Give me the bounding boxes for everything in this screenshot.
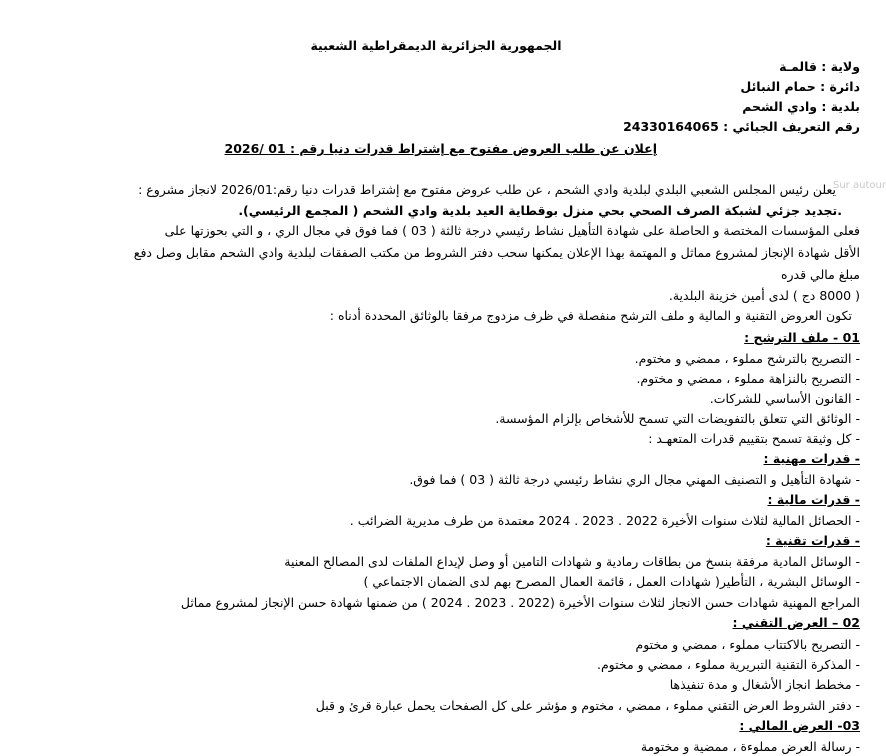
daira-line: دائرة : حمام النبائل (740, 79, 860, 94)
body-line-3: فعلى المؤسسات المختصة و الحاصلة على شهادة التأهيل نشاط رئيسي درجة ثالثة ( 03 ) فما فوق في مجال الري ، و التي بحوزتها على (164, 223, 860, 238)
list-item: - مخطط انجاز الأشغال و مدة تنفيذها (669, 677, 860, 692)
envelope-line: تكون العروض التقنية و المالية و ملف الترشح منفصلة في ظرف مزدوج مرفقا بالوثائق المحددة أدناه : (329, 308, 852, 323)
list-item: - دفتر الشروط العرض التقني مملوء ، ممضي ، مختوم و مؤشر على كل الصفحات يحمل عبارة قرئ و قبل (315, 698, 860, 713)
list-item: - المذكرة التقنية التبريرية مملوء ، ممضي و مختوم. (596, 657, 860, 672)
republic-heading: الجمهورية الجزائرية الديمقراطية الشعبية (310, 38, 562, 53)
list-item: - الوسائل البشرية ، التأطير( شهادات العمل ، قائمة العمال المصرح بهم لدى الضمان الاجتماعي ) (363, 574, 860, 589)
list-item: - رسالة العرض مملوءة ، ممضية و مختومة (640, 739, 860, 754)
list-item: - كل وثيقة تسمح بتقييم قدرات المتعهـد : (648, 431, 860, 446)
list-item: المراجع المهنية شهادات حسن الانجاز لثلاث سنوات الأخيرة (2022 . 2023 . 2024 ) من ضمنها شهادة حسن الإنجاز لمشروع مماثل (180, 595, 860, 610)
wilaya-line: ولاية : قالمـة (779, 59, 860, 74)
commune-line: بلدية : وادي الشحم (742, 99, 860, 114)
body-line-5: مبلغ مالي قدره (780, 267, 860, 282)
list-item: - شهادة التأهيل و التصنيف المهني مجال الري نشاط رئيسي درجة ثالثة ( 03 ) فما فوق. (409, 472, 860, 487)
technical-offer-title: 02 – العرض التقني : (732, 615, 860, 630)
list-item: - الحصائل المالية لثلاث سنوات الأخيرة 2022 . 2023 . 2024 معتمدة من طرف مديرية الضرائب . (349, 513, 860, 528)
faded-watermark-text: Sur autour (833, 180, 886, 191)
list-item: - التصريح بالاكتتاب مملوء ، ممضي و مختوم (635, 637, 860, 652)
financial-offer-title: 03- العرض المالي : (739, 718, 860, 733)
body-line-1: يعلن رئيس المجلس الشعبي البلدي لبلدية وادي الشحم ، عن طلب عروض مفتوح مع إشتراط قدرات دنيا رقم:2026/01 لانجاز مشروع : (138, 182, 836, 197)
technical-capacities-title: - قدرات تقنية : (765, 533, 860, 548)
tax-id-line: رقم التعريف الجبائي : 24330164065 (623, 119, 860, 134)
project-title-line: .تجديد جزئي لشبكة الصرف الصحي بحي منزل بوقطاية العيد بلدية وادي الشحم ( المجمع الرئيسي). (238, 203, 842, 218)
body-line-4: الأقل شهادة الإنجاز لمشروع مماثل و المهتمة بهذا الإعلان يمكنها سحب دفتر الشروط من مكتب الصفقات لبلدية وادي الشحم مقابل وصل دفع (133, 245, 860, 260)
list-item: - التصريح بالترشح مملوء ، ممضي و مختوم. (634, 351, 860, 366)
professional-capacities-title: - قدرات مهنية : (763, 451, 860, 466)
announcement-title: إعلان عن طلب العروض مفتوح مع إشتراط قدرات دنيا رقم : 01 /2026 (224, 141, 657, 156)
list-item: - التصريح بالنزاهة مملوء ، ممضي و مختوم. (636, 371, 860, 386)
list-item: - الوسائل المادية مرفقة بنسخ من بطاقات رمادية و شهادات التامين أو وصل لإيداع الملفات لدى المصالح المعنية (284, 554, 860, 569)
list-item: - القانون الأساسي للشركات. (709, 391, 860, 406)
candidature-title: 01 - ملف الترشح : (744, 330, 860, 345)
fee-line: ( 8000 دج ) لدى أمين خزينة البلدية. (668, 288, 860, 303)
list-item: - الوثائق التي تتعلق بالتفويضات التي تسمح للأشخاص بإلزام المؤسسة. (495, 411, 860, 426)
financial-capacities-title: - قدرات مالية : (767, 492, 860, 507)
